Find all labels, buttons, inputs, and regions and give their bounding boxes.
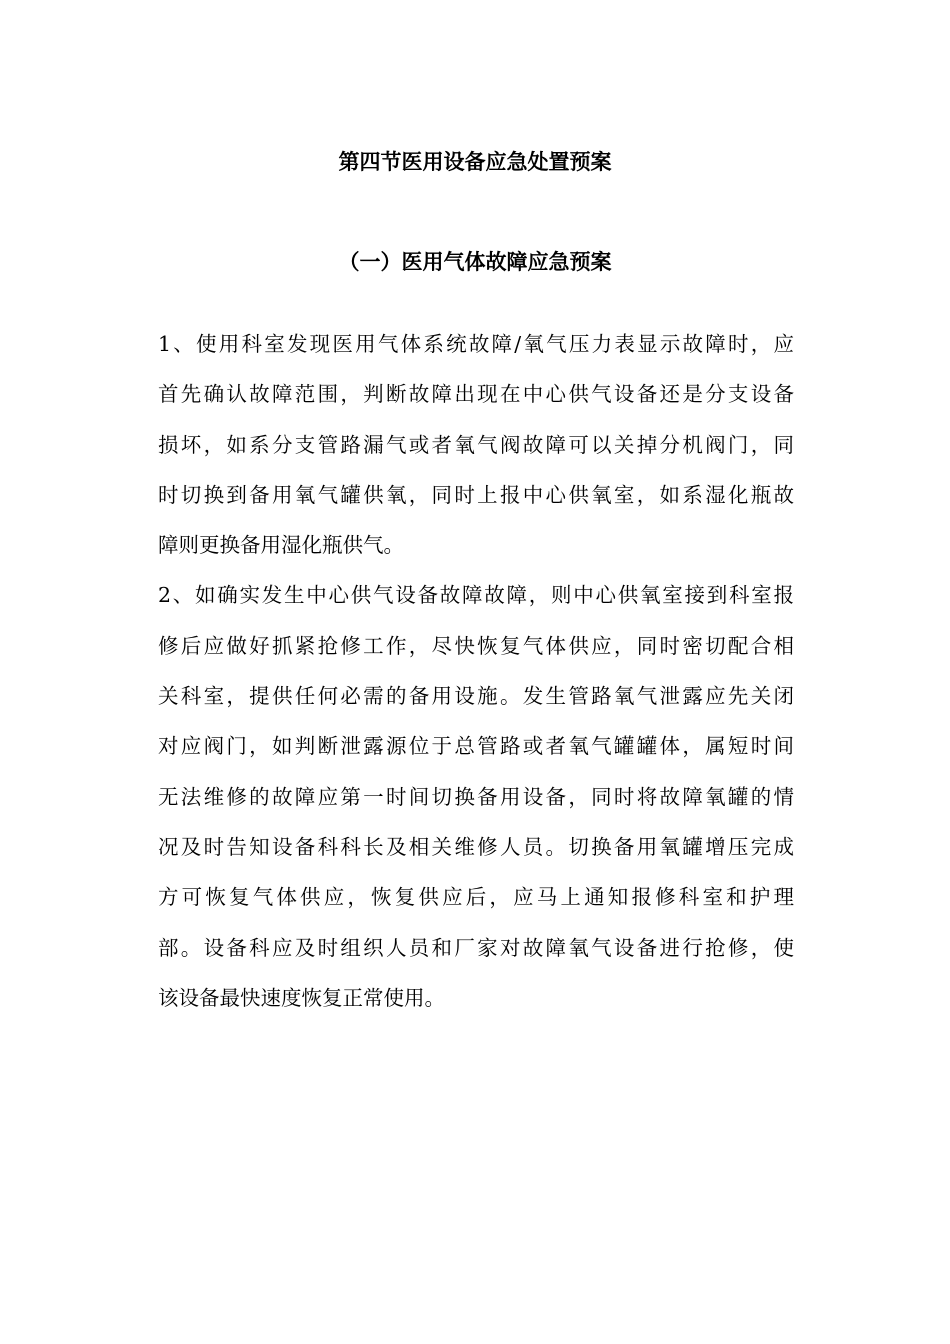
subsection-title: （一）医用气体故障应急预案 bbox=[338, 249, 612, 274]
paragraph-line: 无法维修的故障应第一时间切换备用设备，同时将故障氧罐的情 bbox=[158, 784, 794, 809]
paragraph-line: 方可恢复气体供应，恢复供应后，应马上通知报修科室和护理 bbox=[158, 885, 794, 910]
paragraph-line: 首先确认故障范围，判断故障出现在中心供气设备还是分支设备 bbox=[158, 382, 794, 407]
paragraph-line: 该设备最快速度恢复正常使用。 bbox=[158, 985, 445, 1010]
paragraph-line: 1、使用科室发现医用气体系统故障/氧气压力表显示故障时，应 bbox=[158, 332, 794, 356]
paragraph-line: 部。设备科应及时组织人员和厂家对故障氧气设备进行抢修，使 bbox=[158, 935, 794, 960]
paragraph-line: 损坏，如系分支管路漏气或者氧气阀故障可以关掉分机阀门，同 bbox=[158, 432, 794, 457]
paragraph-line: 对应阀门，如判断泄露源位于总管路或者氧气罐罐体，属短时间 bbox=[158, 734, 794, 759]
paragraph-line: 时切换到备用氧气罐供氧，同时上报中心供氧室，如系湿化瓶故 bbox=[158, 482, 794, 507]
paragraph-line: 2、如确实发生中心供气设备故障故障，则中心供氧室接到科室报 bbox=[158, 583, 794, 608]
paragraph-line: 障则更换备用湿化瓶供气。 bbox=[158, 533, 404, 558]
body-text bbox=[158, 319, 794, 1023]
paragraph-line: 修后应做好抓紧抢修工作，尽快恢复气体供应，同时密切配合相 bbox=[158, 633, 794, 658]
paragraph-line: 况及时告知设备科科长及相关维修人员。切换备用氧罐增压完成 bbox=[158, 834, 794, 859]
section-title: 第四节医用设备应急处置预案 bbox=[338, 149, 612, 174]
paragraph-1 bbox=[158, 319, 794, 570]
paragraph-2 bbox=[158, 570, 794, 1023]
paragraph-line: 关科室，提供任何必需的备用设施。发生管路氧气泄露应先关闭 bbox=[158, 684, 794, 709]
